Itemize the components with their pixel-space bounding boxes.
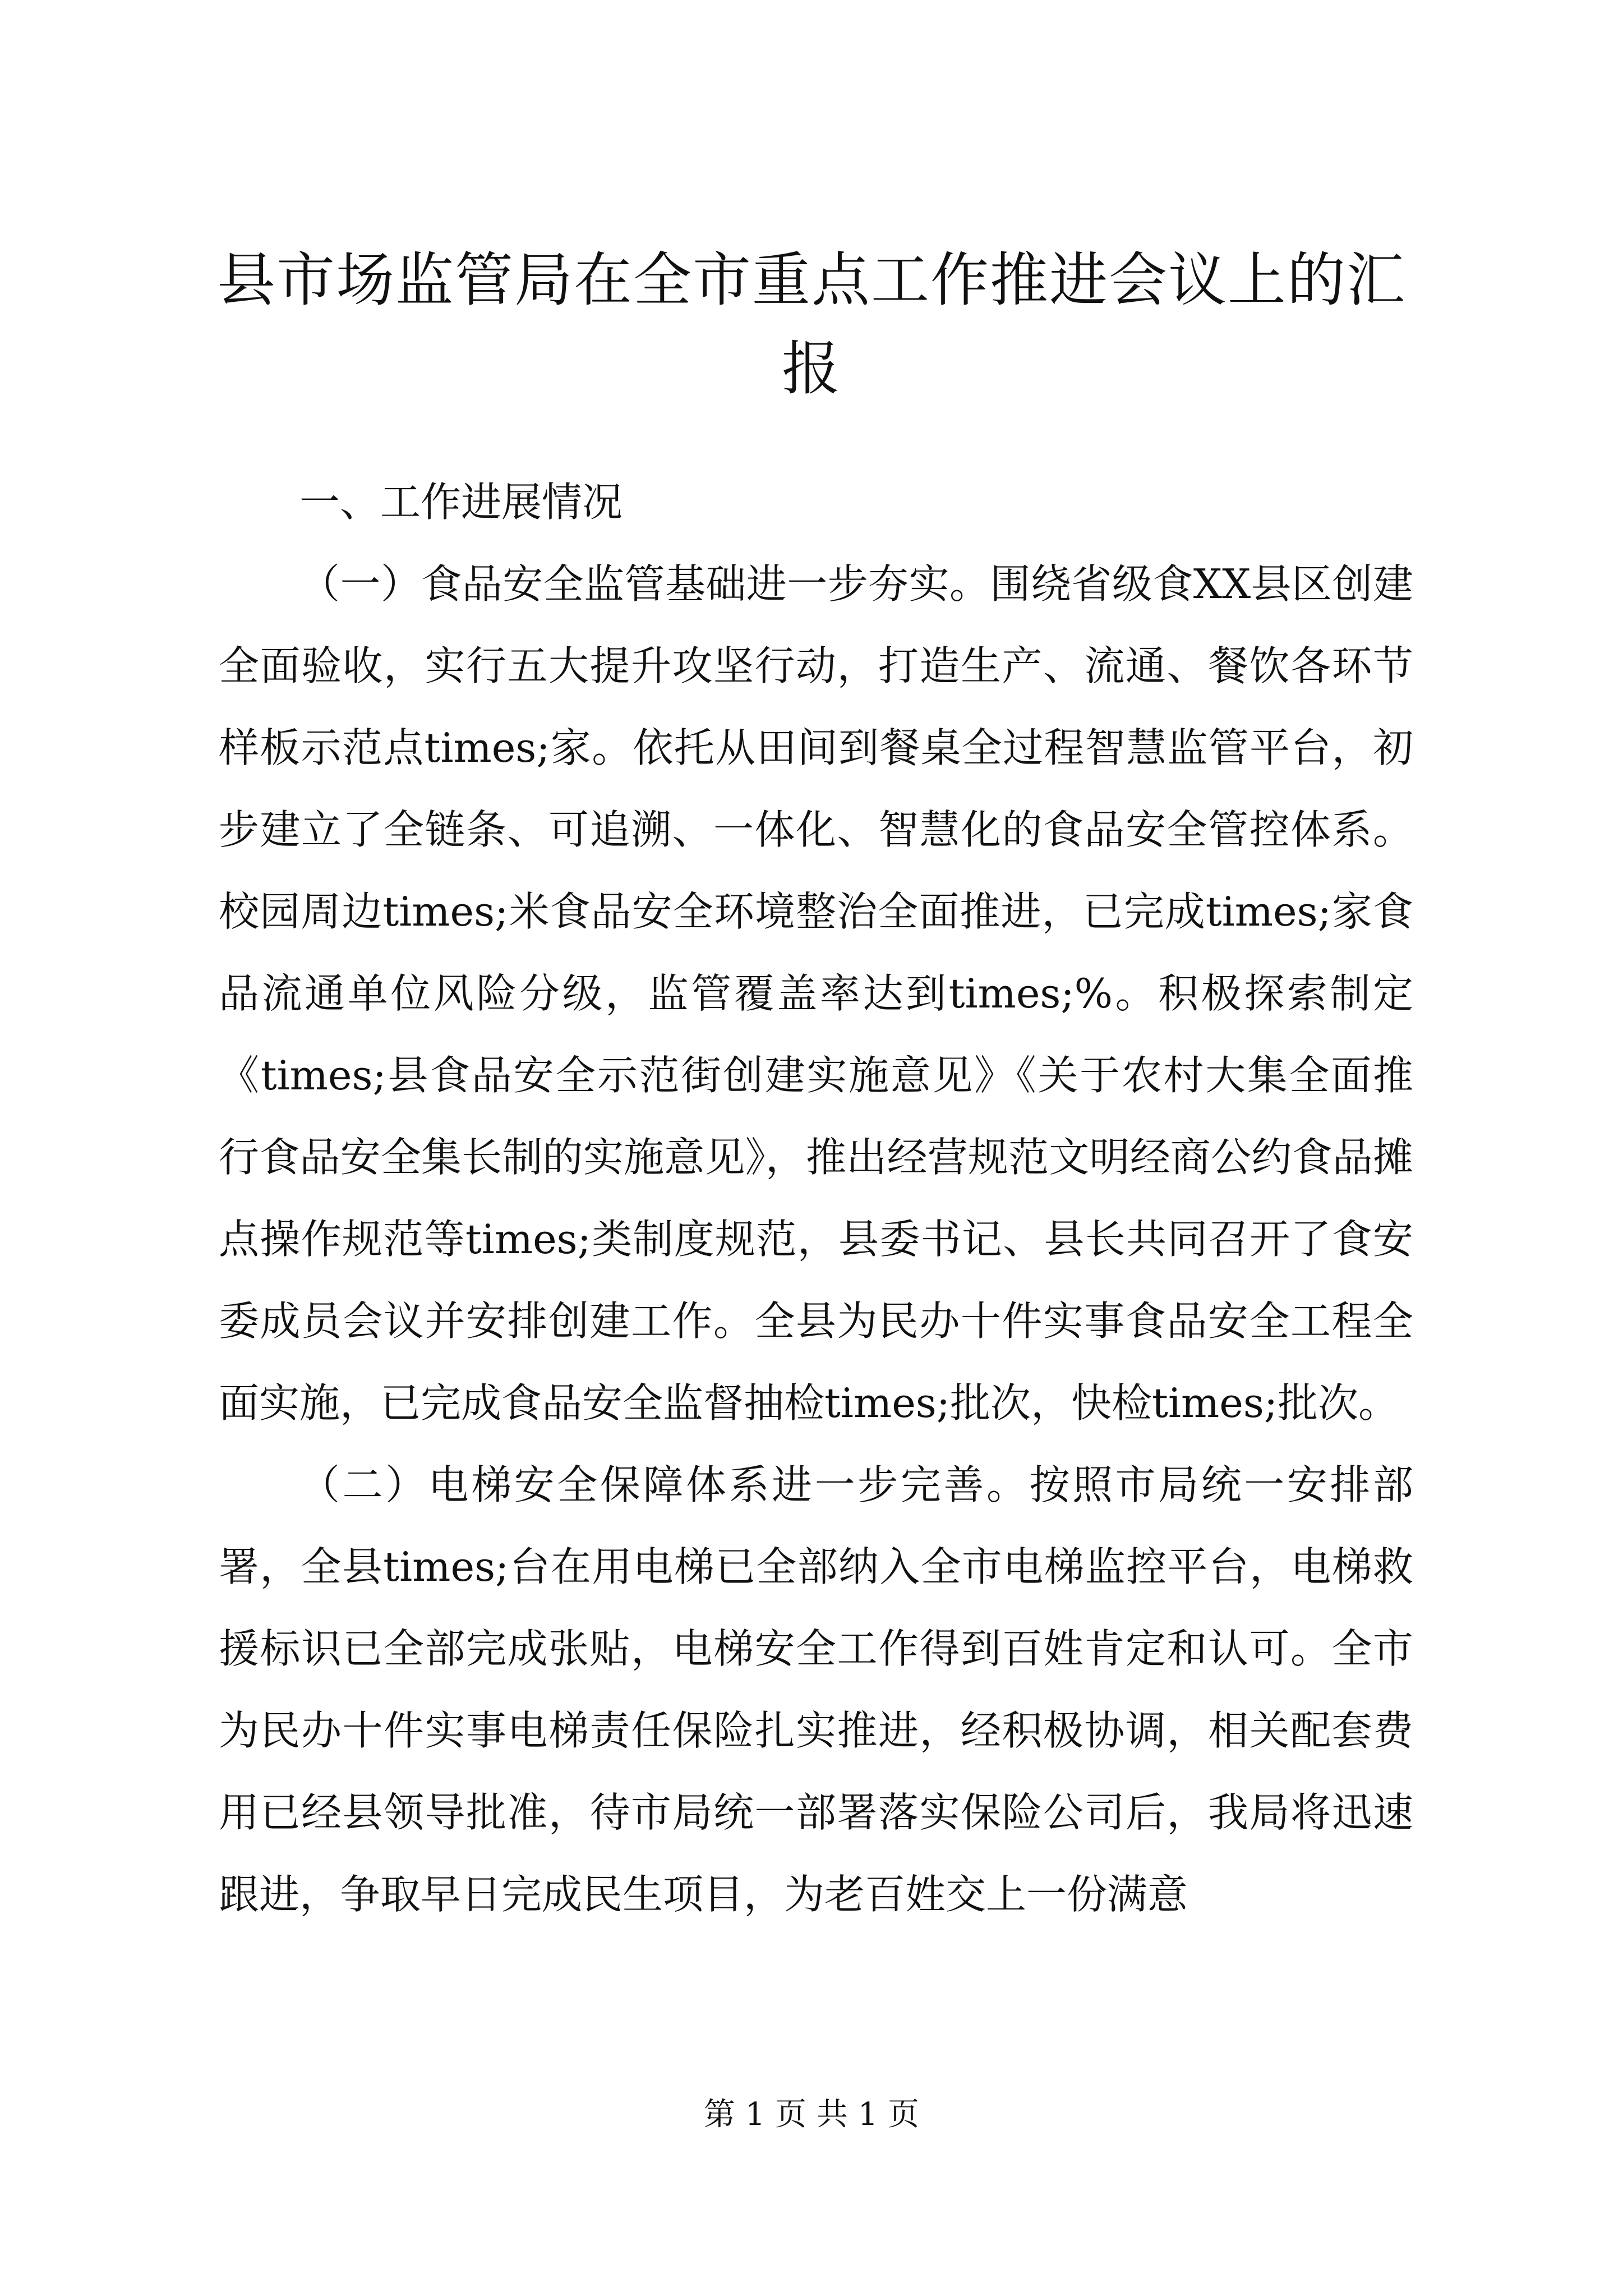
document-title: 县市场监管局在全市重点工作推进会议上的汇报 — [216, 246, 1406, 403]
paragraph-elevator-safety: （二）电梯安全保障体系进一步完善。按照市局统一安排部署，全县times;台在用电梯已全部纳入全市电梯监控平台，电梯救援标识已全部完成张贴，电梯安全工作得到百姓肯定和认可。全市为民办十件实事电梯责任保险扎实推进，经积极协调，相关配套费用已经县领导批准，待市局统一部署落实保险公司后，我局将迅速跟进，争取早日完成民生项目，为老百姓交上一份满意 — [219, 1461, 1413, 1918]
document-body — [219, 461, 1413, 1935]
paragraph-food-safety: （一）食品安全监管基础进一步夯实。围绕省级食XX县区创建全面验收，实行五大提升攻坚行动，打造生产、流通、餐饮各环节样板示范点times;家。依托从田间到餐桌全过程智慧监管平台，初步建立了全链条、可追溯、一体化、智慧化的食品安全管控体系。校园周边times;米食品安全环境整治全面推进，已完成times;家食品流通单位风险分级，监管覆盖率达到times;%。积极探索制定《times;县食品安全示范街创建实施意见》《关于农村大集全面推行食品安全集长制的实施意见》，推出经营规范文明经商公约食品摊点操作规范等times;类制度规范，县委书记、县长共同召开了食安委成员会议并安排创建工作。全县为民办十件实事食品安全工程全面实施，已完成食品安全监督抽检times;批次，快检times;批次。 — [219, 560, 1413, 1427]
section-heading: 一、工作进展情况 — [299, 478, 623, 526]
page-number-footer: 第 1 页 共 1 页 — [703, 2096, 920, 2133]
